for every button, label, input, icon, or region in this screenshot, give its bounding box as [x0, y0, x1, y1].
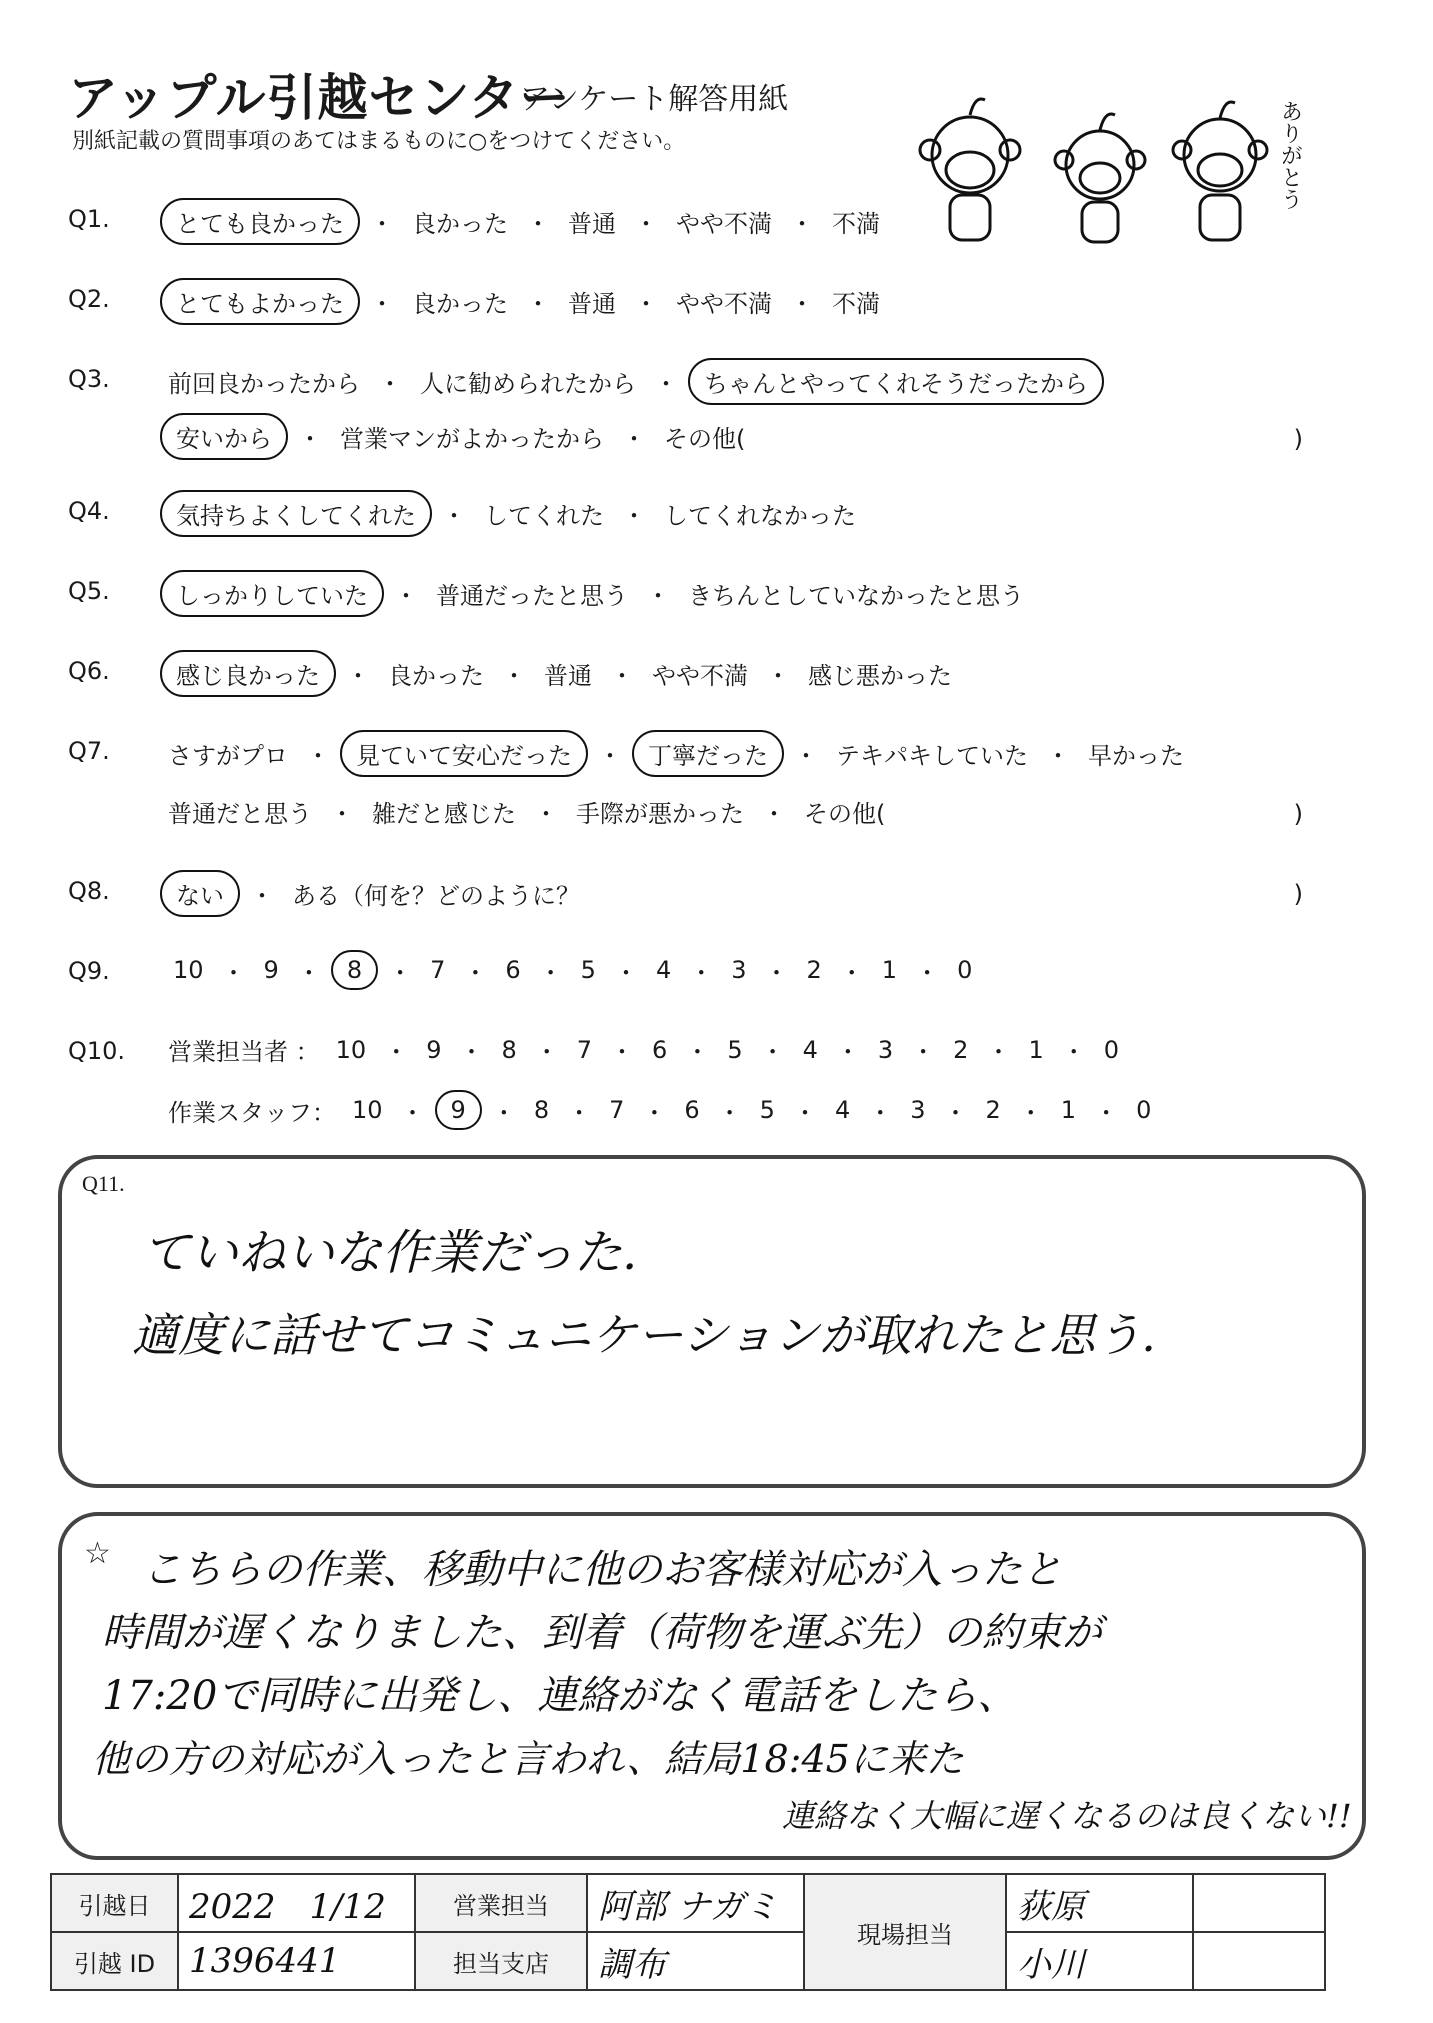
q5-label: Q5.	[68, 577, 110, 605]
thanks-text: ありがとう	[1277, 100, 1303, 210]
q7-options-line1: さすがプロ ・ 見ていて安心だった ・ 丁寧だった ・ テキパキしていた ・ 早かった	[160, 730, 1192, 777]
q9-score-6[interactable]: 6	[505, 956, 521, 984]
q10-staff-score-3[interactable]: 3	[910, 1096, 926, 1124]
q7-close-paren: )	[1293, 800, 1303, 828]
q9-score-2[interactable]: 2	[806, 956, 822, 984]
q7-label: Q7.	[68, 737, 110, 765]
q7-option-3[interactable]: 丁寧だった	[632, 730, 784, 777]
q9-score-0[interactable]: 0	[957, 956, 973, 984]
q3-options-line1: 前回良かったから ・ 人に勧められたから ・ ちゃんとやってくれそうだったから	[160, 358, 1104, 405]
q7-option-1[interactable]: さすがプロ	[168, 742, 288, 770]
q10-staff-score-7[interactable]: 7	[609, 1096, 625, 1124]
q8-label: Q8.	[68, 877, 110, 905]
q7-option-7[interactable]: 雑だと感じた	[372, 800, 516, 828]
q1-option-4[interactable]: やや不満	[676, 210, 772, 238]
q10-sales-label: 営業担当者 ：	[168, 1038, 320, 1066]
q2-option-5[interactable]: 不満	[832, 290, 880, 318]
q1-label: Q1.	[68, 205, 110, 233]
q9-score-1[interactable]: 1	[881, 956, 898, 984]
q3-label: Q3.	[68, 365, 110, 393]
q3-option-1[interactable]: 前回良かったから	[168, 370, 360, 398]
q9-score-3[interactable]: 3	[731, 956, 747, 984]
form-subtitle: アンケート解答用紙	[520, 82, 789, 117]
q8-option-some[interactable]: ある（何を？どのように？	[292, 882, 580, 910]
q10-staff-score-4[interactable]: 4	[834, 1096, 851, 1124]
q10-staff-score-0[interactable]: 0	[1136, 1096, 1152, 1124]
q1-option-2[interactable]: 良かった	[412, 210, 508, 238]
q10-sales-score-9[interactable]: 9	[426, 1035, 442, 1064]
footer-info-table	[50, 1873, 1326, 1991]
q8-close-paren: )	[1293, 880, 1303, 908]
q10-sales-score-7[interactable]: 7	[576, 1035, 593, 1064]
q4-option-1[interactable]: 気持ちよくしてくれた	[160, 490, 432, 537]
q11-answer-line-2: 適度に話せてコミュニケーションが取れたと思う.	[132, 1308, 1156, 1362]
q3-option-4[interactable]: 安いから	[160, 413, 288, 460]
move-id-value[interactable]: 1396441	[178, 1932, 415, 1990]
q9-score-7[interactable]: 7	[430, 956, 446, 984]
q10-sales-score-1[interactable]: 1	[1028, 1035, 1044, 1064]
comment-box[interactable]	[58, 1512, 1366, 1860]
q6-option-2[interactable]: 良かった	[388, 662, 484, 690]
q10-sales-scale: 営業担当者 ： 10 ・ 9 ・ 8 ・ 7 ・ 6 ・ 5 ・ 4 ・ 3 ・ 2 ・ 1 ・ 0	[160, 1030, 1127, 1069]
q4-option-2[interactable]: してくれた	[484, 502, 604, 530]
q10-staff-score-10[interactable]: 10	[352, 1096, 383, 1124]
q7-option-8[interactable]: 手際が悪かった	[576, 800, 744, 828]
q6-options: 感じ良かった ・ 良かった ・ 普通 ・ やや不満 ・ 感じ悪かった	[160, 650, 960, 697]
q7-option-2[interactable]: 見ていて安心だった	[340, 730, 588, 777]
q10-staff-score-9[interactable]: 9	[435, 1090, 482, 1130]
site-staff-extra-1[interactable]	[1193, 1874, 1325, 1932]
q3-option-5[interactable]: 営業マンがよかったから	[340, 425, 604, 453]
q3-option-3[interactable]: ちゃんとやってくれそうだったから	[688, 358, 1104, 405]
comment-line-1: こちらの作業、移動中に他のお客様対応が入ったと	[142, 1547, 1062, 1593]
q10-sales-score-0[interactable]: 0	[1103, 1035, 1119, 1064]
q10-sales-score-5[interactable]: 5	[727, 1035, 743, 1064]
q5-option-1[interactable]: しっかりしていた	[160, 570, 384, 617]
q8-options: ない ・ ある（何を？どのように？	[160, 870, 588, 917]
q1-option-3[interactable]: 普通	[568, 210, 616, 238]
q5-option-3[interactable]: きちんとしていなかったと思う	[688, 582, 1024, 610]
q7-option-other[interactable]: その他(	[804, 800, 886, 828]
q10-label: Q10.	[68, 1037, 126, 1065]
site-staff-label: 現場担当	[804, 1874, 1006, 1990]
q4-option-3[interactable]: してくれなかった	[664, 502, 856, 530]
q9-label: Q9.	[68, 957, 110, 985]
q8-option-none[interactable]: ない	[160, 870, 240, 917]
instruction-text: 別紙記載の質問事項のあてはまるものに○をつけてください。	[72, 129, 686, 154]
q10-staff-score-6[interactable]: 6	[684, 1096, 700, 1124]
q1-option-1[interactable]: とても良かった	[160, 198, 360, 245]
brand-title: アップル引越センター	[68, 69, 571, 127]
q11-answer-line-1: ていねいな作業だった.	[142, 1225, 638, 1281]
q7-option-4[interactable]: テキパキしていた	[836, 742, 1028, 770]
q9-score-4[interactable]: 4	[655, 956, 672, 984]
q4-options: 気持ちよくしてくれた ・ してくれた ・ してくれなかった	[160, 490, 864, 537]
sales-rep-value[interactable]: 阿部 ナガミ	[587, 1874, 804, 1932]
q6-option-3[interactable]: 普通	[544, 662, 592, 690]
q2-option-1[interactable]: とてもよかった	[160, 278, 360, 325]
move-date-label: 引越日	[51, 1874, 178, 1932]
q10-sales-score-6[interactable]: 6	[652, 1035, 668, 1064]
sales-rep-label: 営業担当	[415, 1874, 587, 1932]
q2-option-3[interactable]: 普通	[568, 290, 616, 318]
q10-sales-score-4[interactable]: 4	[802, 1035, 818, 1064]
site-staff-value-2[interactable]: 小川	[1006, 1932, 1193, 1990]
q9-score-5[interactable]: 5	[580, 956, 596, 984]
move-id-label: 引越 ID	[51, 1932, 178, 1990]
q10-sales-score-2[interactable]: 2	[953, 1035, 969, 1064]
q10-staff-scale: 作業スタッフ： 10 ・ 9 ・ 8 ・ 7 ・ 6 ・ 5 ・ 4 ・ 3 ・ 2 ・ 1 ・ 0	[160, 1090, 1159, 1130]
q5-option-2[interactable]: 普通だったと思う	[436, 582, 628, 610]
comment-line-5: 連絡なく大幅に遅くなるのは良くない!!	[782, 1797, 1352, 1835]
comment-line-2: 時間が遅くなりました、到着（荷物を運ぶ先）の約束が	[102, 1610, 1102, 1656]
q3-options-line2: 安いから ・ 営業マンがよかったから ・ その他(	[160, 413, 753, 460]
q10-staff-score-8[interactable]: 8	[533, 1096, 550, 1124]
star-icon: ☆	[84, 1536, 111, 1571]
site-staff-value-1[interactable]: 荻原	[1006, 1874, 1193, 1932]
q9-scale: 10 ・ 9 ・ 8 ・ 7 ・ 6 ・ 5 ・ 4 ・ 3 ・ 2 ・ 1 ・ 0	[165, 950, 980, 990]
move-date-value[interactable]: 2022 1/12	[178, 1874, 415, 1932]
q9-score-9[interactable]: 9	[263, 956, 279, 984]
q6-option-4[interactable]: やや不満	[652, 662, 748, 690]
q2-option-4[interactable]: やや不満	[676, 290, 772, 318]
comment-line-4: 他の方の対応が入ったと言われ、結局18:45に来た	[92, 1737, 964, 1781]
q4-label: Q4.	[68, 497, 110, 525]
site-staff-extra-2[interactable]	[1193, 1932, 1325, 1990]
q3-option-other[interactable]: その他(	[664, 425, 746, 453]
q10-staff-score-2[interactable]: 2	[985, 1096, 1001, 1124]
q10-sales-score-10[interactable]: 10	[335, 1035, 367, 1064]
q1-options: とても良かった ・ 良かった ・ 普通 ・ やや不満 ・ 不満	[160, 198, 888, 245]
q11-answer-box[interactable]	[58, 1155, 1366, 1488]
q6-option-5[interactable]: 感じ悪かった	[808, 662, 952, 690]
branch-label: 担当支店	[415, 1932, 587, 1990]
q7-options-line2: 普通だと思う ・ 雑だと感じた ・ 手際が悪かった ・ その他(	[160, 792, 893, 831]
q10-staff-score-5[interactable]: 5	[759, 1096, 775, 1124]
q10-sales-score-3[interactable]: 3	[877, 1035, 894, 1064]
q2-label: Q2.	[68, 285, 110, 313]
q6-option-1[interactable]: 感じ良かった	[160, 650, 336, 697]
monkey-mascot-illustration	[900, 60, 1330, 250]
q5-options: しっかりしていた ・ 普通だったと思う ・ きちんとしていなかったと思う	[160, 570, 1032, 617]
q3-option-2[interactable]: 人に勧められたから	[420, 370, 636, 398]
q2-options: とてもよかった ・ 良かった ・ 普通 ・ やや不満 ・ 不満	[160, 278, 888, 325]
q11-label: Q11.	[82, 1171, 125, 1196]
q7-option-5[interactable]: 早かった	[1088, 742, 1184, 770]
q9-score-10[interactable]: 10	[173, 956, 204, 984]
comment-line-3: 17:20で同時に出発し、連絡がなく電話をしたら、	[102, 1673, 1018, 1719]
q3-close-paren: )	[1293, 425, 1303, 453]
q7-option-6[interactable]: 普通だと思う	[168, 800, 312, 828]
branch-value[interactable]: 調布	[587, 1932, 804, 1990]
q2-option-2[interactable]: 良かった	[412, 290, 508, 318]
q10-staff-score-1[interactable]: 1	[1060, 1096, 1077, 1124]
q10-sales-score-8[interactable]: 8	[501, 1035, 517, 1064]
q1-option-5[interactable]: 不満	[832, 210, 880, 238]
q9-score-8[interactable]: 8	[331, 950, 378, 990]
q10-staff-label: 作業スタッフ：	[168, 1098, 336, 1127]
q6-label: Q6.	[68, 657, 110, 685]
